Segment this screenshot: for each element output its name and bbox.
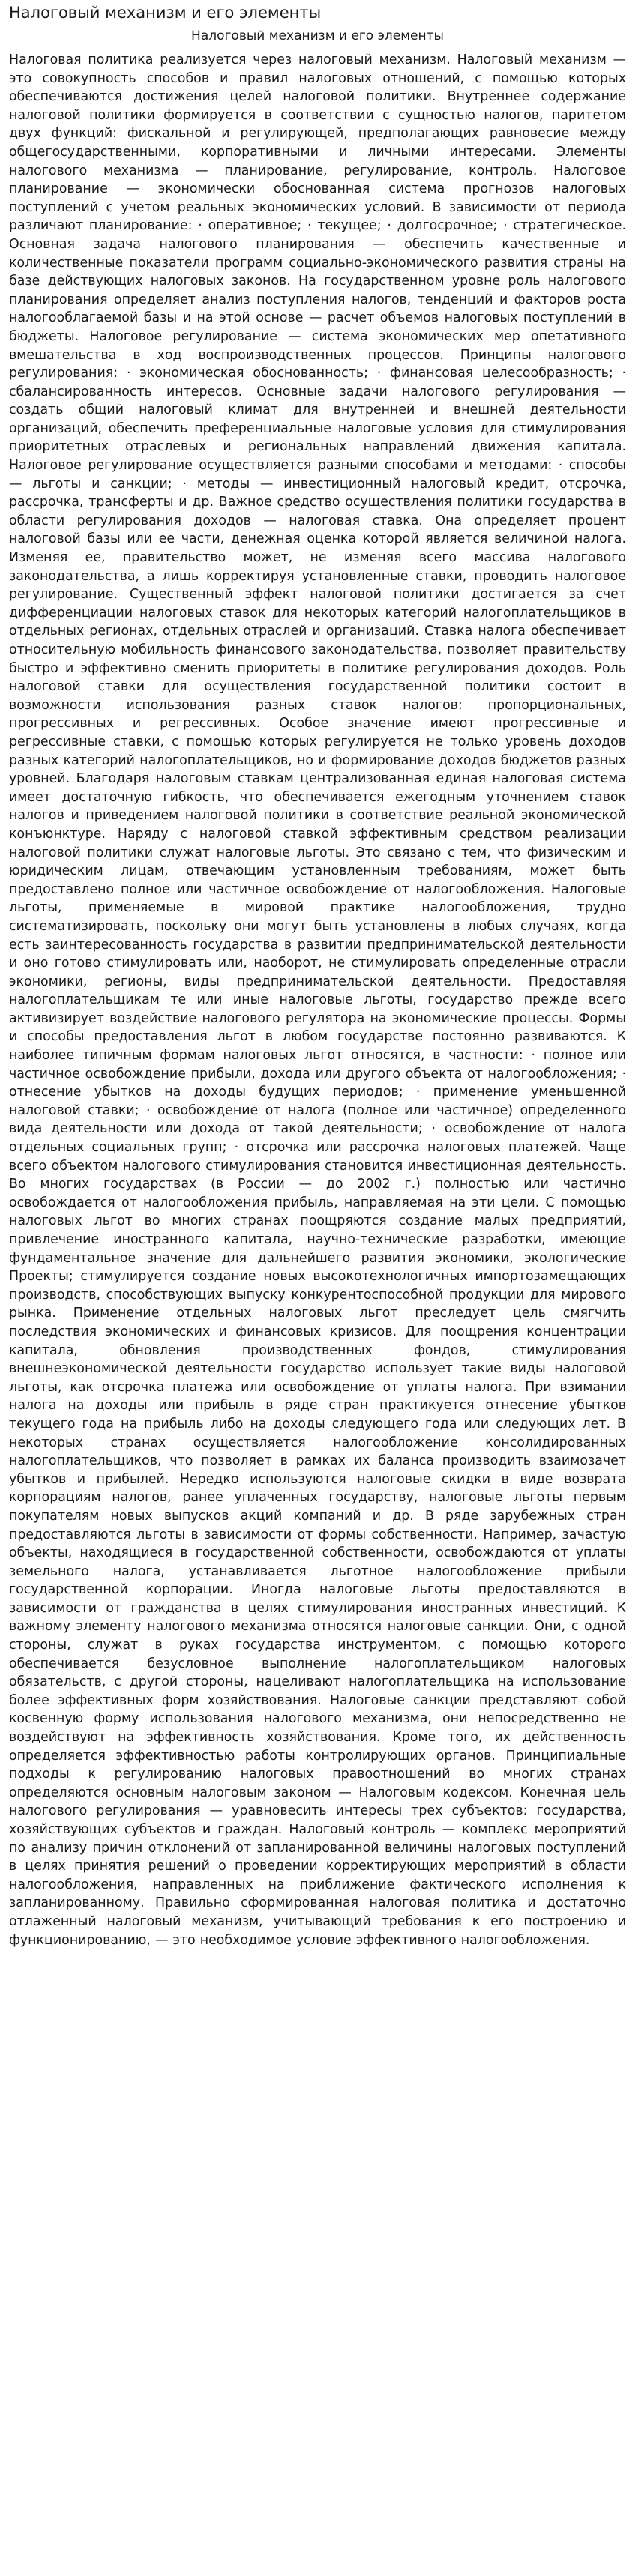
body-paragraph: Налоговая политика реализуется через налоговый механизм. Налоговый механизм — это совокупность способов и правил налоговых отношений, с помощью которых обеспечиваются достижения целей налоговой политики. Внутреннее содержание налоговой политики формируется в соответствии с сущностью налогов, паритетом двух функций: фискальной и регулирующей, предполагающих равновесие между общегосударственными, корпоративными и личными интересами. Элементы налогового механизма — планирование, регулирование, контроль. Налоговое планирование — экономически обоснованная система прогнозов налоговых поступлений с учетом реальных экономических условий. В зависимости от периода различают планирование: · оперативное; · текущее; · долгосрочное; · стратегическое. Основная задача налогового планирования — обеспечить качественные и количественные показатели программ социально-экономического развития страны на базе действующих налоговых законов. На государственном уровне роль налогового планирования определяет анализ поступления налогов, тенденций и факторов роста налогооблагаемой базы и на этой основе — расчет объемов налоговых поступлений в бюджеты. Налоговое регулирование — система экономических мер опетативного вмешательства в ход воспроизводственных процессов. Принципы налогового регулирования: · экономическая обоснованность; · финансовая целесообразность; · сбалансированность интересов. Основные задачи налогового регулирования — создать общий налоговый климат для внутренней и внешней деятельности организаций, обеспечить преференциальные налоговые условия для стимулирования приоритетных отраслевых и региональных направлений движения капитала. Налоговое регулирование осуществляется разными способами и методами: · способы — льготы и санкции; · методы — инвестиционный налоговый кредит, отсрочка, рассрочка, трансферты и др. Важное средство осуществления политики государства в области регулирования доходов — налоговая ставка. Она определяет процент налоговой базы или ее части, денежная оценка которой является величиной налога. Изменяя ее, правительство может, не изменяя всего массива налогового законодательства, а лишь корректируя установленные ставки, проводить налоговое регулирование. Существенный эффект налоговой политики достигается за счет дифференциации налоговых ставок для некоторых категорий налогоплательщиков в отдельных регионах, отдельных отраслей и организаций. Ставка налога обеспечивает относительную мобильность финансового законодательства, позволяет правительству быстро и эффективно сменить приоритеты в политике регулирования доходов. Роль налоговой ставки для осуществления государственной политики состоит в возможности использования разных ставок налогов: пропорциональных, прогрессивных и регрессивных. Особое значение имеют прогрессивные и регрессивные ставки, с помощью которых регулируется не только уровень доходов разных категорий налогоплательщиков, но и формирование доходов бюджетов разных уровней. Благодаря налоговым ставкам централизованная единая налоговая система имеет достаточную гибкость, что обеспечивается ежегодным уточнением ставок налогов и приведением налоговой политики в соответствие реальной экономической конъюнктуре. Наряду с налоговой ставкой эффективным средством реализации налоговой политики служат налоговые льготы. Это связано с тем, что физическим и юридическим лицам, отвечающим установленным требованиям, может быть предоставлено полное или частичное освобождение от налогообложения. Налоговые льготы, применяемые в мировой практике налогообложения, трудно систематизировать, поскольку они могут быть установлены в любых случаях, когда есть заинтересованность государства в развитии предпринимательской деятельности и оно готово стимулировать или, наоборот, не стимулировать определенные отрасли экономики, регионы, виды предпринимательской деятельности. Предоставляя налогоплательщикам те или иные налоговые льготы, государство прежде всего активизирует воздействие налогового регулятора на экономические процессы. Формы и способы предоставления льгот в любом государстве постоянно развиваются. К наиболее типичным формам налоговых льгот относятся, в частности: · полное или частичное освобождение прибыли, дохода или другого объекта от налогообложения; · отнесение убытков на доходы будущих периодов; · применение уменьшенной налоговой ставки; · освобождение от налога (полное или частичное) определенного вида деятельности или дохода от такой деятельности; · освобождение от налога отдельных социальных групп; · отсрочка или рассрочка налоговых платежей. Чаще всего объектом налогового стимулирования становится инвестиционная деятельность. Во многих государствах (в России — до 2002 г.) полностью или частично освобождается от налогообложения прибыль, направляемая на эти цели. С помощью налоговых льгот во многих странах поощряются создание малых предприятий, привлечение иностранного капитала, научно-технические разработки, имеющие фундаментальное значение для дальнейшего развития экономики, экологические Проекты; стимулируется создание новых высокотехнологичных импортозамещающих производств, способствующих выпуску конкурентоспособной продукции для мирового рынка. Применение отдельных налоговых льгот преследует цель смягчить последствия экономических и финансовых кризисов. Для поощрения концентрации капитала, обновления производственных фондов, стимулирования внешнеэкономической деятельности государство использует такие виды налоговой льготы, как отсрочка платежа или освобождение от уплаты налога. При взимании налога на доходы или прибыль в ряде стран практикуется отнесение убытков текущего года на прибыль либо на доходы следующего года или следующих лет. В некоторых странах осуществляется налогообложение консолидированных налогоплательщиков, что позволяет в рамках их баланса производить взаимозачет убытков и прибылей. Нередко используются налоговые скидки в виде возврата корпорациям налогов, ранее уплаченных государству, налоговые льготы первым покупателям новых выпусков акций компаний и др. В ряде зарубежных стран предоставляются льготы в зависимости от формы собственности. Например, зачастую объекты, находящиеся в государственной собственности, освобождаются от уплаты земельного налога, устанавливается льготное налогообложение прибыли государственной корпорации. Иногда налоговые льготы предоставляются в зависимости от гражданства в целях стимулирования иностранных инвестиций. К важному элементу налогового механизма относятся налоговые санкции. Они, с одной стороны, служат в руках государства инструментом, с помощью которого обеспечивается безусловное выполнение налогоплательщиком налоговых обязательств, с другой стороны, нацеливают налогоплательщика на использование более эффективных форм хозяйствования. Налоговые санкции представляют собой косвенную форму использования налогового механизма, они непосредственно не воздействуют на эффективность хозяйствования. Кроме того, их действенность определяется эффективностью работы контролирующих органов. Принципиальные подходы к регулированию налоговых правоотношений во многих странах определяются основным налоговым законом — Налоговым кодексом. Конечная цель налогового регулирования — уравновесить интересы трех субъектов: государства, хозяйствующих субъектов и граждан. Налоговый контроль — комплекс мероприятий по анализу причин отклонений от запланированной величины налоговых поступлений в целях принятия решений о проведении корректирующих мероприятий в области налогообложения, направленных на приближение фактического исполнения к запланированному. Правильно сформированная налоговая политика и достаточно отлаженный налоговый механизм, учитывающий требования к его построению и функционированию, — это необходимое условие эффективного налогообложения. xyxy=(9,52,626,1948)
page-header: Налоговый механизм и его элементы xyxy=(9,4,322,22)
document-body xyxy=(9,51,626,1949)
document-title: Налоговый механизм и его элементы xyxy=(191,28,444,43)
